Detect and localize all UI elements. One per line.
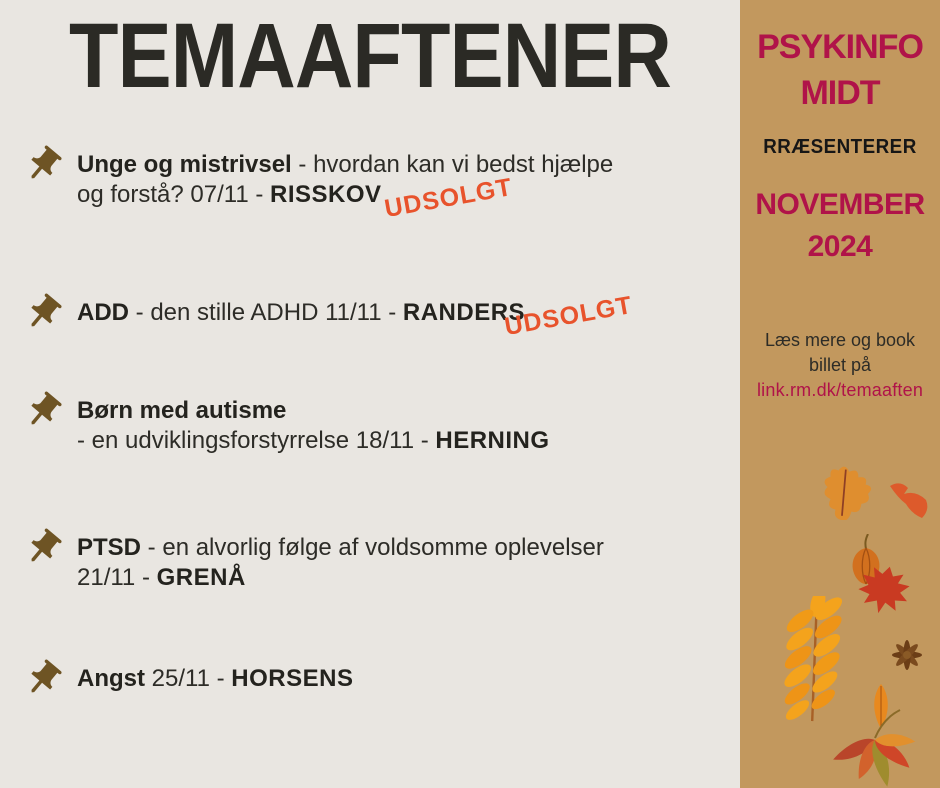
event-title: Børn med autisme — [77, 397, 287, 424]
event-title: ADD — [77, 299, 129, 326]
pushpin-icon — [22, 292, 64, 334]
event-text — [77, 298, 525, 328]
event-item — [22, 150, 712, 210]
event-text — [77, 664, 353, 694]
event-date: og forstå? 07/11 - — [77, 181, 271, 208]
booking-info — [740, 328, 940, 378]
brand-name-line1: PSYKINFO — [757, 28, 923, 66]
star-anise-icon — [890, 638, 924, 677]
event-item — [22, 533, 712, 593]
maple-leaf-icon — [856, 566, 912, 621]
sold-out-stamp: UDSOLGT — [382, 173, 515, 224]
booking-info-line2: billet på — [808, 355, 872, 375]
event-title: Angst — [77, 665, 145, 692]
pushpin-icon — [22, 527, 64, 569]
small-orange-leaf-icon — [868, 684, 894, 735]
page-title: TEMAAFTENER — [68, 5, 671, 107]
booking-link[interactable]: link.rm.dk/temaaften — [756, 380, 924, 400]
creeper-leaf-icon — [820, 708, 930, 788]
event-date: 21/11 - — [77, 564, 157, 591]
month-name: NOVEMBER — [755, 188, 925, 221]
event-description: - den stille ADHD 11/11 - — [129, 299, 403, 326]
brand-name — [740, 24, 940, 116]
event-date: 25/11 - — [145, 665, 232, 692]
month-year: 2024 — [807, 230, 873, 263]
pushpin-icon — [22, 390, 64, 432]
event-location: RISSKOV — [270, 181, 382, 208]
event-item — [22, 396, 712, 456]
presents-label: RRÆSENTERER — [763, 136, 917, 158]
pushpin-icon — [22, 658, 64, 700]
event-location: RANDERS — [402, 299, 526, 326]
booking-info-line1: Læs mere og book — [764, 330, 916, 350]
event-description: - en alvorlig følge af voldsomme oplevelser — [141, 534, 604, 561]
physalis-icon — [850, 534, 884, 591]
pushpin-icon — [22, 144, 64, 186]
sidebar — [740, 0, 940, 788]
event-text — [77, 533, 604, 593]
event-title: Unge og mistrivsel — [77, 151, 292, 178]
event-description: - hvordan kan vi bedst hjælpe — [291, 151, 614, 178]
month-label — [740, 184, 940, 268]
event-location: HERNING — [435, 427, 550, 454]
event-text — [77, 396, 550, 456]
oak-leaf-icon — [814, 462, 876, 525]
brand-name-line2: MIDT — [800, 74, 880, 112]
event-item — [22, 664, 712, 700]
rowan-leaf-icon — [770, 596, 862, 733]
event-description: - en udviklingsforstyrrelse 18/11 - — [77, 427, 436, 454]
event-location: HORSENS — [231, 665, 354, 692]
event-location: GRENÅ — [156, 564, 246, 591]
sold-out-stamp: UDSOLGT — [502, 291, 635, 342]
red-leaf-icon — [888, 480, 932, 525]
event-text — [77, 150, 613, 210]
event-title: PTSD — [77, 534, 142, 561]
